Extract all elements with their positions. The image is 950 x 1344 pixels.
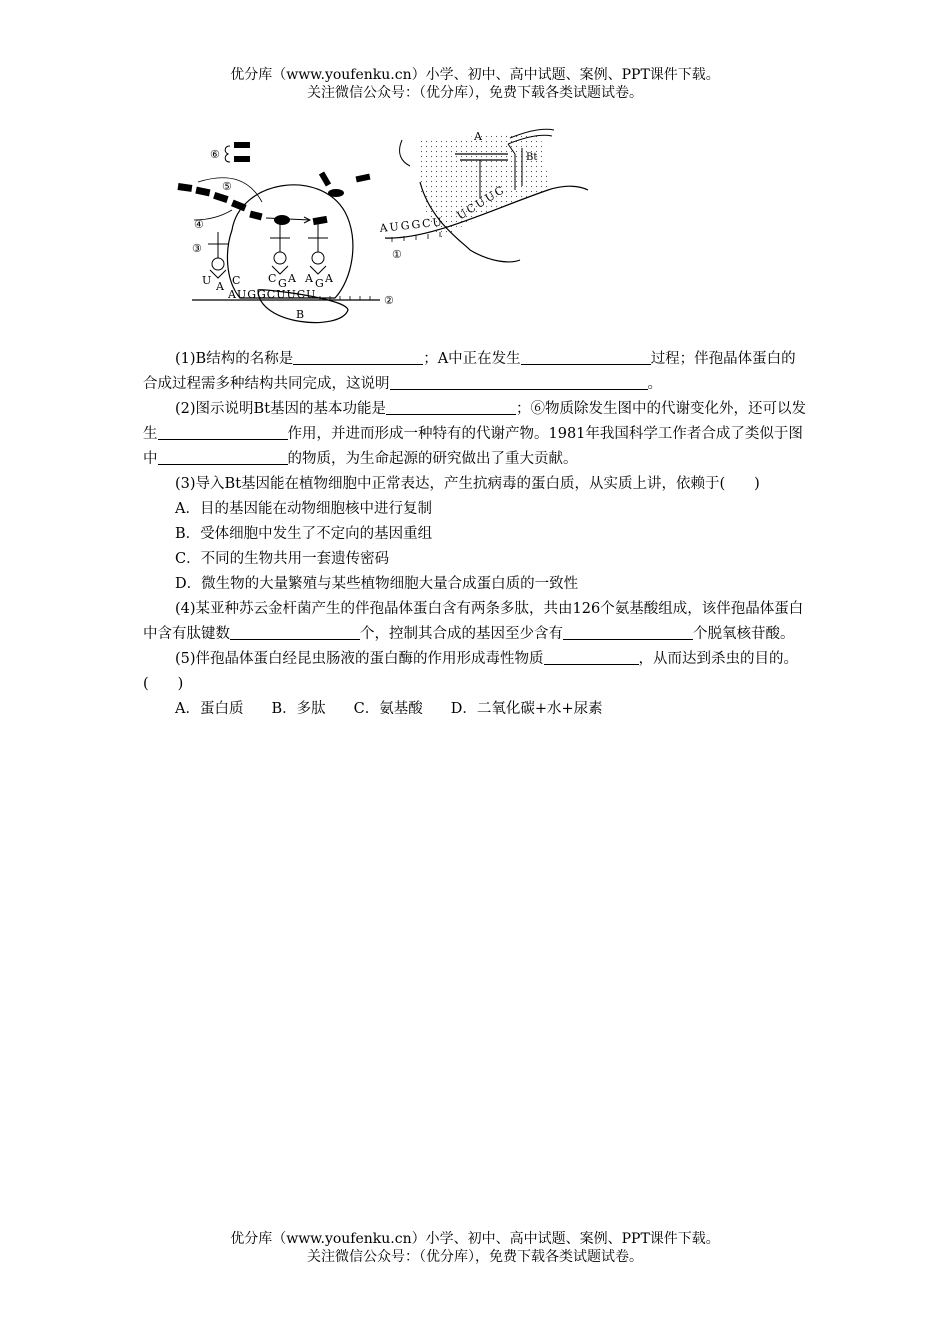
right-diagram [378, 129, 588, 262]
answer-blank[interactable] [521, 349, 651, 365]
answer-blank[interactable] [293, 349, 423, 365]
anticodon: U [202, 274, 212, 287]
anticodon: A [216, 280, 224, 293]
option-d[interactable]: D．微生物的大量繁殖与某些植物细胞大量合成蛋白质的一致性 [175, 576, 579, 592]
mrna-sequence-left: AUGGCUUCU [228, 288, 317, 301]
answer-blank[interactable] [158, 449, 288, 465]
trna-molecules [208, 224, 328, 278]
question-4: (4)某亚种苏云金杆菌产生的伴孢晶体蛋白含有两条多肽，共由126个氨基酸组成，该伴孢晶体蛋白中含有肽键数 个，控制其合成的基因至少含有 个脱氧核苷酸。 [143, 601, 804, 642]
option-a[interactable]: A．目的基因能在动物细胞核中进行复制 [175, 501, 432, 517]
label-2: ② [384, 294, 394, 307]
answer-blank[interactable] [563, 624, 693, 640]
question-1: (1)B结构的名称是 ；A中正在发生 过程；伴孢晶体蛋白的合成过程需多种结构共同完成，这说明 。 [143, 351, 796, 392]
translation-diagram [170, 120, 590, 338]
label-1: ① [392, 248, 402, 261]
footer-line-2: 关注微信公众号：（优分库），免费下载各类试题试卷。 [307, 1249, 643, 1265]
anticodon: A [305, 272, 313, 285]
question-3-stem: (3)导入Bt基因能在植物细胞中正常表达，产生抗病毒的蛋白质，从实质上讲，依赖于( ) [175, 476, 760, 492]
mrna-sequence-right-up: UCUUC [454, 182, 508, 223]
label-a: A [474, 130, 482, 143]
option-c[interactable]: C．不同的生物共用一套遗传密码 [175, 551, 390, 567]
option-c[interactable]: C．氨基酸 [353, 701, 423, 717]
anticodon: G [315, 277, 324, 290]
label-5: ⑤ [222, 180, 232, 193]
question-body [143, 347, 810, 722]
answer-blank[interactable] [390, 374, 648, 390]
header-line-2: 关注微信公众号：（优分库），免费下载各类试题试卷。 [307, 85, 643, 101]
footer-line-1: 优分库（www.youfenku.cn）小学、初中、高中试题、案例、PPT课件下载。 [230, 1231, 720, 1247]
answer-blank[interactable] [230, 624, 360, 640]
anticodon: G [278, 277, 287, 290]
anticodon: C [232, 274, 241, 287]
label-4: ④ [194, 218, 204, 231]
label-6: ⑥ [210, 148, 220, 161]
mrna-sequence-right-low: AUGGCU [378, 215, 445, 235]
question-5-options [143, 697, 810, 722]
anticodon: A [325, 272, 333, 285]
question-5: (5)伴孢晶体蛋白经昆虫肠液的蛋白酶的作用形成毒性物质 ，从而达到杀虫的目的。( ) [143, 651, 799, 692]
option-b[interactable]: B．多肽 [271, 701, 326, 717]
left-diagram [178, 142, 394, 323]
answer-blank[interactable] [386, 399, 516, 415]
label-b: B [296, 308, 305, 321]
option-d[interactable]: D．二氧化碳+水+尿素 [450, 701, 603, 717]
option-a[interactable]: A．蛋白质 [175, 701, 244, 717]
page-footer [0, 1230, 950, 1266]
label-3: ③ [192, 242, 202, 255]
anticodon: A [288, 272, 296, 285]
option-b[interactable]: B．受体细胞中发生了不定向的基因重组 [175, 526, 433, 542]
answer-blank[interactable] [544, 649, 639, 665]
question-2: (2)图示说明Bt基因的基本功能是 ；⑥物质除发生图中的代谢变化外，还可以发生 作用，并进而形成一种特有的代谢产物。1981年我国科学工作者合成了类似于图中 的物质，为生命起源的研究做出了重大贡献。 [143, 401, 807, 467]
answer-blank[interactable] [158, 424, 288, 440]
page-header [0, 66, 950, 102]
anticodon: C [268, 272, 277, 285]
label-bt: Bt [526, 152, 538, 163]
header-line-1: 优分库（www.youfenku.cn）小学、初中、高中试题、案例、PPT课件下载。 [230, 67, 720, 83]
